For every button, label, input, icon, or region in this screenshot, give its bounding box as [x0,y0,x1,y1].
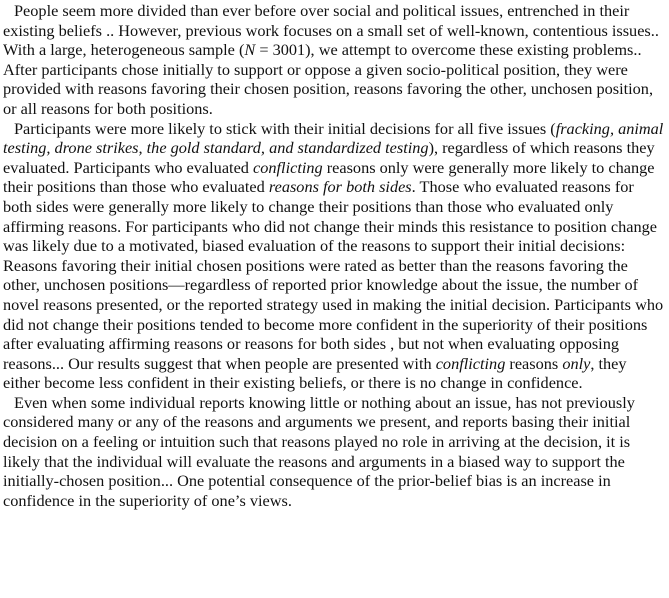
paragraph-2 [3,119,665,393]
text-segment: Participants were more likely to stick with their initial decisions for all five issues ( [14,118,556,138]
text-segment: Even when some individual reports knowing little or nothing about an issue, has not previously considered many or any of the reasons and arguments we present, and reports basing their initial decision on a feeling or intuition such that reasons played no role in arriving at the decision, it is likely that the individual will evaluate the reasons and arguments in a biased way to support the initially-chosen position... One potential consequence of the prior-belief bias is an increase in confidence in the superiority of one’s views. [3,392,635,510]
text-segment-italic: conflicting [253,157,323,177]
text-segment-italic: only [562,353,591,373]
text-segment: = 3001), we attempt to overcome these existing problems.. After participants chose initially to support or oppose a given socio-political position, they were provided with reasons favoring their chosen position, reasons favoring the other, unchosen position, or all reasons for both positions. [3,40,654,118]
text-segment-italic: reasons for both sides [268,177,412,197]
text-segment: People seem more divided than ever before over social and political issues, entrenched in their existing beliefs .. However, previous work focuses on a small set of well-known, contentious issues.. With a large, heterogeneous sample ( [3,1,659,60]
text-segment: reasons [505,353,563,373]
text-segment: , they either become less confident in their existing beliefs, or there is no change in confidence. [3,353,627,393]
text-segment: . Those who evaluated reasons for both sides were generally more likely to change their positions than those who evaluated only affirming reasons. For participants who did not change their minds this resistance to position change was likely due to a motivated, biased evaluation of the reasons to support their initial decisions: Reasons favoring their initial chosen positions were rated as better than the reasons favoring the other, unchosen positions—regardless of reported prior knowledge about the issue, the number of novel reasons presented, or the reported strategy used in making the initial decision. Participants who did not change their positions tended to become more confident in the superiority of their positions after evaluating affirming reasons or reasons for both sides , but not when evaluating opposing reasons... Our results suggest that when people are presented with [3,177,664,373]
text-segment-italic: N [244,40,256,60]
paragraph-3 [3,393,665,511]
text-segment-italic: conflicting [435,353,506,373]
text-segment: reasons only were generally more likely to change their positions than those who evaluated [3,157,655,197]
text-segment: ), regardless of which reasons they evaluated. Participants who evaluated [3,138,655,177]
text-segment-italic: fracking, animal testing, drone strikes, the gold standard, and standardized testing [3,118,664,158]
paragraph-1 [3,1,665,119]
